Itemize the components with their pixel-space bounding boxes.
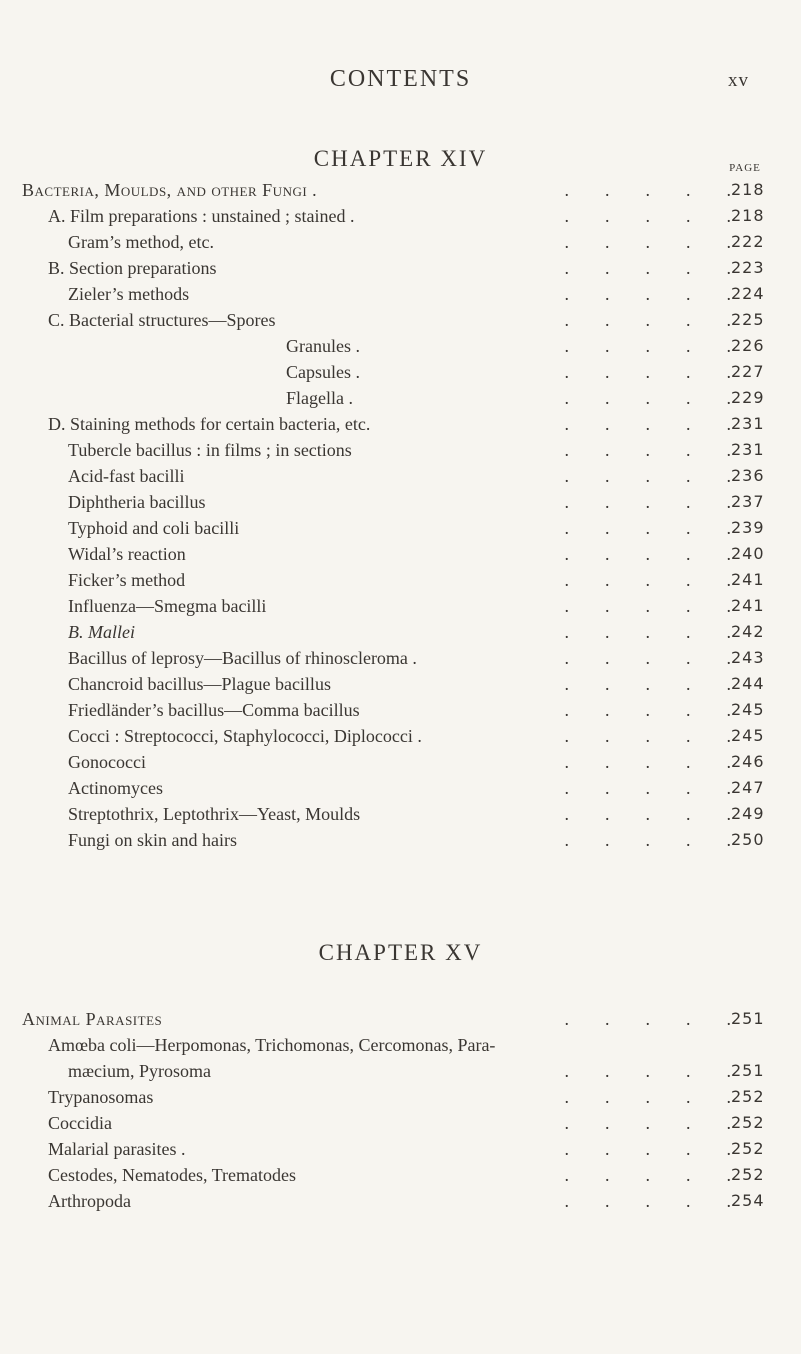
entry-page-number: 252	[731, 1139, 765, 1158]
entry-page-number: 241	[731, 596, 765, 615]
dot-leader: . . . . .	[564, 622, 731, 642]
entry-title: Tubercle bacillus : in films ; in sections	[68, 440, 352, 460]
page-column-label: PAGE	[729, 162, 761, 174]
chapter-xiv-entry	[0, 255, 801, 281]
chapter-xiv-heading: CHAPTER XIV	[313, 146, 488, 171]
running-head-title: CONTENTS	[329, 66, 472, 92]
dot-leader: . . . . .	[564, 1087, 731, 1107]
chapter-xiv-entry	[0, 671, 801, 697]
dot-leader: . . . . .	[564, 310, 731, 330]
dot-leader: . . . . .	[564, 544, 731, 564]
chapter-xiv-entry	[0, 827, 801, 853]
entry-page-number: 252	[731, 1113, 765, 1132]
entry-page-number: 250	[731, 830, 765, 849]
entry-page-number: 226	[731, 336, 765, 355]
running-head-page-number: xv	[728, 70, 749, 91]
entry-title: Arthropoda	[48, 1191, 131, 1211]
chapter-xiv-entry	[0, 203, 801, 229]
chapter-xiv-entry	[0, 177, 801, 203]
entry-title: Ficker’s method	[68, 570, 186, 590]
chapter-xiv-entry	[0, 775, 801, 801]
entry-page-number: 245	[731, 700, 765, 719]
entry-title: Cestodes, Nematodes, Trematodes	[48, 1165, 296, 1185]
entry-title: B. Mallei	[68, 622, 135, 642]
chapter-xiv-entry	[0, 463, 801, 489]
entry-page-number: 247	[731, 778, 765, 797]
entry-page-number: 218	[731, 206, 765, 225]
entry-page-number: 237	[731, 492, 765, 511]
dot-leader: . . . . .	[564, 596, 731, 616]
entry-page-number: 252	[731, 1087, 765, 1106]
entry-title: Granules .	[286, 336, 360, 356]
chapter-xiv-entry	[0, 229, 801, 255]
entry-page-number: 222	[731, 232, 765, 251]
chapter-xiv-entry	[0, 333, 801, 359]
entry-title: Typhoid and coli bacilli	[68, 518, 240, 538]
chapter-xiv-entry	[0, 541, 801, 567]
dot-leader: . . . . .	[564, 388, 731, 408]
dot-leader: . . . . .	[564, 570, 731, 590]
entry-page-number: 246	[731, 752, 765, 771]
dot-leader: . . . . .	[564, 700, 731, 720]
entry-title: mæcium, Pyrosoma	[68, 1061, 211, 1081]
chapter-xv-entry	[0, 1032, 801, 1058]
entry-title: Bacillus of leprosy—Bacillus of rhinoscleroma .	[68, 648, 417, 668]
entry-page-number: 244	[731, 674, 765, 693]
entry-title: Cocci : Streptococci, Staphylococci, Diplococci .	[68, 726, 422, 746]
chapter-xv-entry	[0, 1058, 801, 1084]
dot-leader: . . . . .	[564, 804, 731, 824]
entry-page-number: 252	[731, 1165, 765, 1184]
entry-page-number: 249	[731, 804, 765, 823]
entry-page-number: 254	[731, 1191, 765, 1210]
chapter-xv-entry	[0, 1188, 801, 1214]
chapter-xiv-entry	[0, 515, 801, 541]
entry-page-number: 231	[731, 440, 765, 459]
dot-leader: . . . . .	[564, 1165, 731, 1185]
chapter-xiv-entry	[0, 307, 801, 333]
entry-title: Influenza—Smegma bacilli	[68, 596, 267, 616]
chapter-xiv-entry	[0, 749, 801, 775]
entry-title: Widal’s reaction	[68, 544, 186, 564]
chapter-xiv-entry	[0, 801, 801, 827]
entry-title: Fungi on skin and hairs	[68, 830, 237, 850]
chapter-xiv-entry	[0, 567, 801, 593]
entry-title: Bacteria, Moulds, and other Fungi .	[22, 180, 318, 200]
chapter-xiv-entry	[0, 619, 801, 645]
entry-page-number: 251	[731, 1061, 765, 1080]
entry-page-number: 218	[731, 180, 765, 199]
chapter-xv-heading: CHAPTER XV	[318, 940, 483, 965]
dot-leader: . . . . .	[564, 674, 731, 694]
chapter-xiv-entry	[0, 385, 801, 411]
entry-page-number: 242	[731, 622, 765, 641]
dot-leader: . . . . .	[564, 1113, 731, 1133]
entry-title: Animal Parasites	[22, 1009, 163, 1029]
dot-leader: . . . . .	[564, 362, 731, 382]
chapter-xiv-entry	[0, 697, 801, 723]
chapter-xiv-entry	[0, 281, 801, 307]
entry-page-number: 229	[731, 388, 765, 407]
entry-title: Trypanosomas	[48, 1087, 154, 1107]
dot-leader: . . . . .	[564, 726, 731, 746]
dot-leader: . . . . .	[564, 440, 731, 460]
entry-title: Actinomyces	[68, 778, 163, 798]
entry-page-number: 236	[731, 466, 765, 485]
chapter-xiv-entry	[0, 489, 801, 515]
dot-leader: . . . . .	[564, 180, 731, 200]
entry-page-number: 243	[731, 648, 765, 667]
entry-page-number: 245	[731, 726, 765, 745]
dot-leader: . . . . .	[564, 1191, 731, 1211]
entry-page-number: 224	[731, 284, 765, 303]
entry-title: Malarial parasites .	[48, 1139, 186, 1159]
dot-leader: . . . . .	[564, 206, 731, 226]
chapter-xv-entry	[0, 1084, 801, 1110]
dot-leader: . . . . .	[564, 830, 731, 850]
chapter-xiv-entry	[0, 723, 801, 749]
dot-leader: . . . . .	[564, 284, 731, 304]
chapter-xiv-entry	[0, 593, 801, 619]
dot-leader: . . . . .	[564, 778, 731, 798]
entry-title: C. Bacterial structures—Spores	[48, 310, 276, 330]
entry-page-number: 240	[731, 544, 765, 563]
dot-leader: . . . . .	[564, 492, 731, 512]
entry-title: Acid-fast bacilli	[68, 466, 185, 486]
entry-title: Amœba coli—Herpomonas, Trichomonas, Cercomonas, Para-	[48, 1035, 496, 1055]
dot-leader: . . . . .	[564, 414, 731, 434]
dot-leader: . . . . .	[564, 1009, 731, 1029]
entry-title: Diphtheria bacillus	[68, 492, 206, 512]
running-head	[0, 60, 801, 100]
entry-title: Gram’s method, etc.	[68, 232, 214, 252]
chapter-xiv-entry	[0, 411, 801, 437]
dot-leader: . . . . .	[564, 258, 731, 278]
dot-leader: . . . . .	[564, 232, 731, 252]
dot-leader: . . . . .	[564, 752, 731, 772]
entry-title: Streptothrix, Leptothrix—Yeast, Moulds	[68, 804, 361, 824]
entry-title: A. Film preparations : unstained ; stained .	[48, 206, 355, 226]
entry-title: Gonococci	[68, 752, 146, 772]
entry-title: Friedländer’s bacillus—Comma bacillus	[68, 700, 360, 720]
entry-title: D. Staining methods for certain bacteria, etc.	[48, 414, 371, 434]
entry-title: Coccidia	[48, 1113, 112, 1133]
entry-page-number: 251	[731, 1009, 765, 1028]
dot-leader: . . . . .	[564, 1061, 731, 1081]
dot-leader: . . . . .	[564, 648, 731, 668]
chapter-xv-entry	[0, 1136, 801, 1162]
dot-leader: . . . . .	[564, 336, 731, 356]
entry-page-number: 227	[731, 362, 765, 381]
chapter-xiv-entry	[0, 437, 801, 463]
entry-page-number: 231	[731, 414, 765, 433]
entry-title: Zieler’s methods	[68, 284, 190, 304]
entry-title: Capsules .	[286, 362, 360, 382]
chapter-xv-entry	[0, 1006, 801, 1032]
dot-leader: . . . . .	[564, 1139, 731, 1159]
entry-title: B. Section preparations	[48, 258, 217, 278]
entry-title: Flagella .	[286, 388, 353, 408]
entry-title: Chancroid bacillus—Plague bacillus	[68, 674, 331, 694]
chapter-xv-entry	[0, 1110, 801, 1136]
entry-page-number: 241	[731, 570, 765, 589]
chapter-xiv-entry	[0, 359, 801, 385]
chapter-xiv-entry	[0, 645, 801, 671]
dot-leader: . . . . .	[564, 518, 731, 538]
chapter-xv-entry	[0, 1162, 801, 1188]
entry-page-number: 225	[731, 310, 765, 329]
entry-page-number: 239	[731, 518, 765, 537]
dot-leader: . . . . .	[564, 466, 731, 486]
entry-page-number: 223	[731, 258, 765, 277]
